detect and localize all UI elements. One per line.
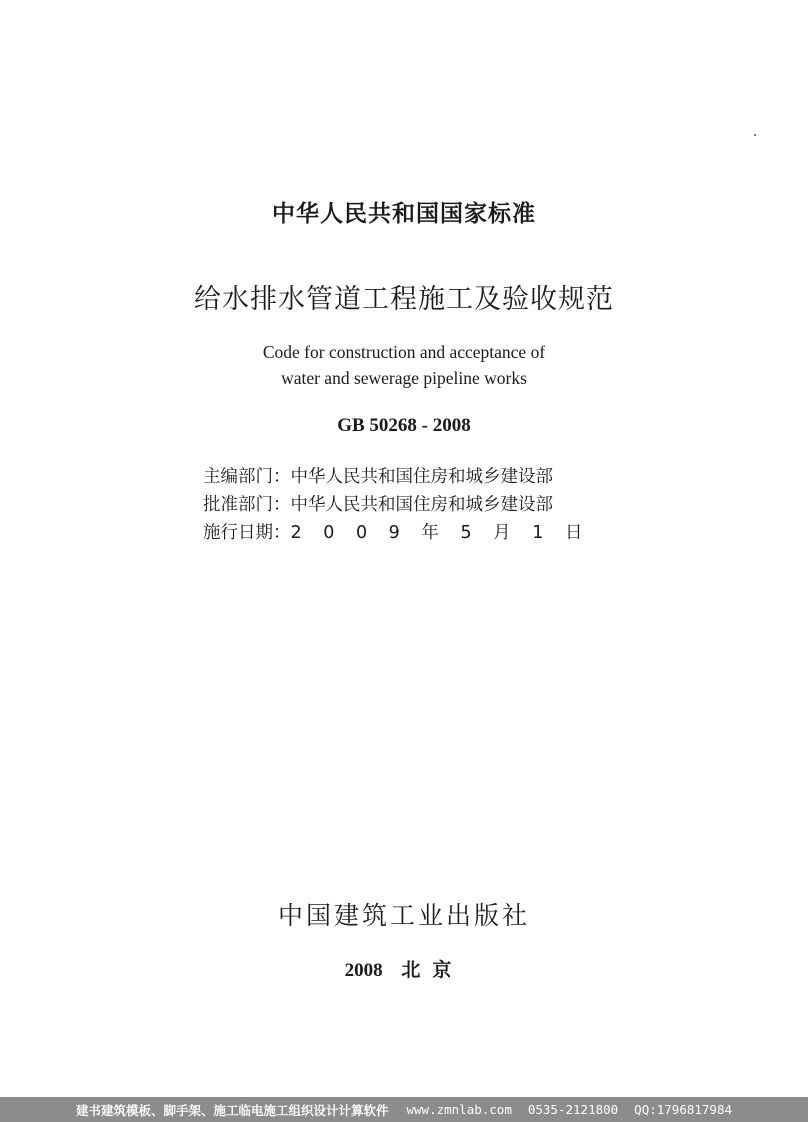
date-char: 0 [323,523,335,543]
title-english-line-1: Code for construction and acceptance of [262,342,546,362]
scan-speck [754,134,756,136]
date-char: 2 [290,523,302,543]
footer-banner [0,1097,808,1122]
effective-date-label: 施行日期： [203,523,291,543]
date-char: 日 [564,523,583,543]
approver-label: 批准部门： [203,495,291,515]
publication-city: 北京 [401,959,464,981]
document-title-chinese: 给水排水管道工程施工及验收规范 [194,284,614,315]
date-char: 0 [355,523,368,543]
footer-qq: QQ:1796817984 [634,1102,733,1117]
title-english-line-2: water and sewerage pipeline works [281,368,527,388]
document-info-block [203,463,598,547]
editor-row [203,463,598,491]
date-char: 月 [493,523,511,543]
date-char: 5 [460,523,472,543]
standard-code: GB 50268 - 2008 [337,415,471,436]
editor-value: 中华人民共和国住房和城乡建设部 [290,467,553,487]
series-title: 中华人民共和国国家标准 [272,201,536,227]
date-char: 年 [421,523,439,543]
effective-date-row [203,519,598,547]
publication-place [0,956,808,985]
editor-label: 主编部门： [203,467,291,487]
approver-value: 中华人民共和国住房和城乡建设部 [290,495,553,515]
effective-date-value [291,519,599,547]
document-title-english [0,339,808,391]
publication-year: 2008 [344,960,383,981]
publisher-name: 中国建筑工业出版社 [277,901,530,930]
footer-description: 建书建筑模板、脚手架、施工临电施工组织设计计算软件 [75,1102,389,1118]
footer-website-link[interactable]: www.zmnlab.com [406,1102,512,1117]
approver-row [203,491,598,519]
footer-phone: 0535-2121800 [527,1102,619,1117]
date-char: 9 [388,523,400,543]
date-char: 1 [532,523,544,543]
